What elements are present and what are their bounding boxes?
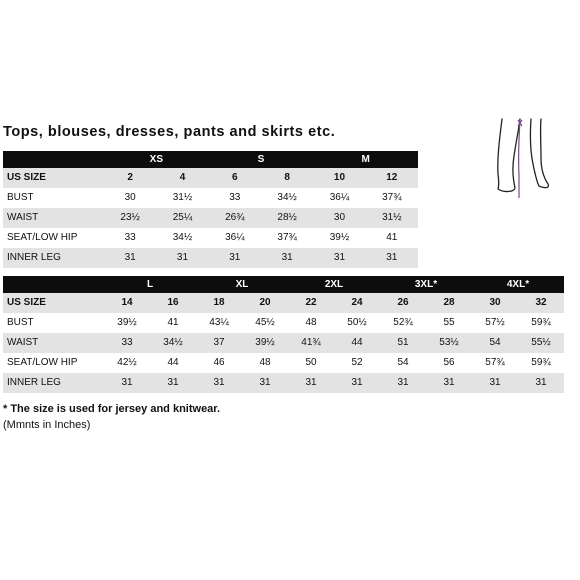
value-cell: 41 [167,317,179,328]
size-cell: 24 [334,293,380,313]
row-label: SEAT/LOW HIP [7,232,78,243]
size-group-header [3,151,418,168]
row-label: WAIST [3,333,104,353]
value-cell: 41¾ [288,333,334,353]
size-group: XS [104,151,209,168]
value-cell: 30 [124,192,136,203]
value-cell: 54 [472,333,518,353]
value-cell: 39½ [329,232,350,243]
page-title: Tops, blouses, dresses, pants and skirts etc. [3,124,336,140]
row-label: US SIZE [3,293,104,313]
value-cell: 31½ [172,192,193,203]
size-cell: 28 [426,293,472,313]
value-cell: 59¾ [531,317,551,328]
table-row [3,208,418,228]
size-cell: 14 [104,293,150,313]
value-cell: 36¼ [225,232,245,243]
value-cell: 33 [124,232,136,243]
value-cell: 46 [213,357,225,368]
table-row [3,248,418,268]
size-cell: 22 [288,293,334,313]
size-group: 2XL [288,276,380,293]
value-cell: 31 [150,373,196,393]
value-cell: 43¼ [209,317,229,328]
value-cell: 39½ [117,317,137,328]
size-cell: 18 [196,293,242,313]
table-row [3,313,564,333]
value-cell: 37¾ [382,192,402,203]
value-cell: 52¾ [393,317,413,328]
row-label: BUST [7,192,34,203]
value-cell: 57¾ [485,357,505,368]
us-size-row [3,293,564,313]
row-label: INNER LEG [3,373,104,393]
inner-leg-measure-icon [488,116,558,202]
size-group-header [3,276,564,293]
size-cell: 10 [313,168,365,188]
value-cell: 55½ [518,333,564,353]
value-cell: 31 [288,373,334,393]
table-row [3,373,564,393]
value-cell: 31 [261,248,313,268]
size-chart-l-4xl [3,276,564,393]
size-cell: 30 [472,293,518,313]
size-group: S [209,151,314,168]
value-cell: 44 [334,333,380,353]
size-group: L [104,276,196,293]
row-label: WAIST [3,208,104,228]
size-cell: 26 [380,293,426,313]
value-cell: 31 [209,248,261,268]
value-cell: 54 [397,357,409,368]
value-cell: 31 [334,373,380,393]
value-cell: 34½ [172,232,193,243]
value-cell: 34½ [277,192,297,203]
value-cell: 45½ [255,317,275,328]
value-cell: 42½ [117,357,137,368]
value-cell: 31 [196,373,242,393]
table-row [3,228,418,248]
value-cell: 48 [259,357,271,368]
value-cell: 31 [426,373,472,393]
value-cell: 59¾ [531,357,551,368]
value-cell: 57½ [485,317,505,328]
size-cell: 8 [261,168,313,188]
value-cell: 50½ [347,317,367,328]
value-cell: 48 [305,317,317,328]
value-cell: 31 [242,373,288,393]
size-group: 3XL* [380,276,472,293]
value-cell: 25¼ [156,208,208,228]
value-cell: 31 [380,373,426,393]
value-cell: 37 [196,333,242,353]
value-cell: 50 [305,357,317,368]
footnote: * The size is used for jersey and knitwear. [3,403,221,415]
value-cell: 41 [386,232,398,243]
size-group: XL [196,276,288,293]
value-cell: 53½ [426,333,472,353]
size-group: M [313,151,418,168]
size-cell: 4 [156,168,208,188]
size-cell: 12 [366,168,418,188]
size-cell: 16 [150,293,196,313]
size-cell: 32 [518,293,564,313]
row-label: BUST [7,317,34,328]
row-label: SEAT/LOW HIP [7,357,78,368]
row-label: US SIZE [3,168,104,188]
value-cell: 31½ [366,208,418,228]
row-label: INNER LEG [3,248,104,268]
table-row [3,333,564,353]
value-cell: 31 [104,248,156,268]
table-row [3,353,564,373]
value-cell: 28½ [261,208,313,228]
size-group: 4XL* [472,276,564,293]
value-cell: 31 [366,248,418,268]
value-cell: 31 [472,373,518,393]
value-cell: 31 [313,248,365,268]
value-cell: 36¼ [329,192,350,203]
value-cell: 37¾ [277,232,297,243]
us-size-row [3,168,418,188]
value-cell: 31 [156,248,208,268]
size-chart-xs-m [3,151,418,268]
value-cell: 39½ [242,333,288,353]
size-cell: 6 [209,168,261,188]
value-cell: 33 [104,333,150,353]
value-cell: 34½ [150,333,196,353]
value-cell: 33 [229,192,241,203]
size-cell: 2 [104,168,156,188]
value-cell: 56 [443,357,455,368]
value-cell: 31 [518,373,564,393]
value-cell: 44 [167,357,179,368]
table-row [3,188,418,208]
value-cell: 30 [313,208,365,228]
value-cell: 52 [351,357,363,368]
value-cell: 31 [104,373,150,393]
units-note: (Mmnts in Inches) [3,419,91,431]
value-cell: 55 [443,317,455,328]
value-cell: 26¾ [209,208,261,228]
size-cell: 20 [242,293,288,313]
value-cell: 23½ [104,208,156,228]
value-cell: 51 [380,333,426,353]
